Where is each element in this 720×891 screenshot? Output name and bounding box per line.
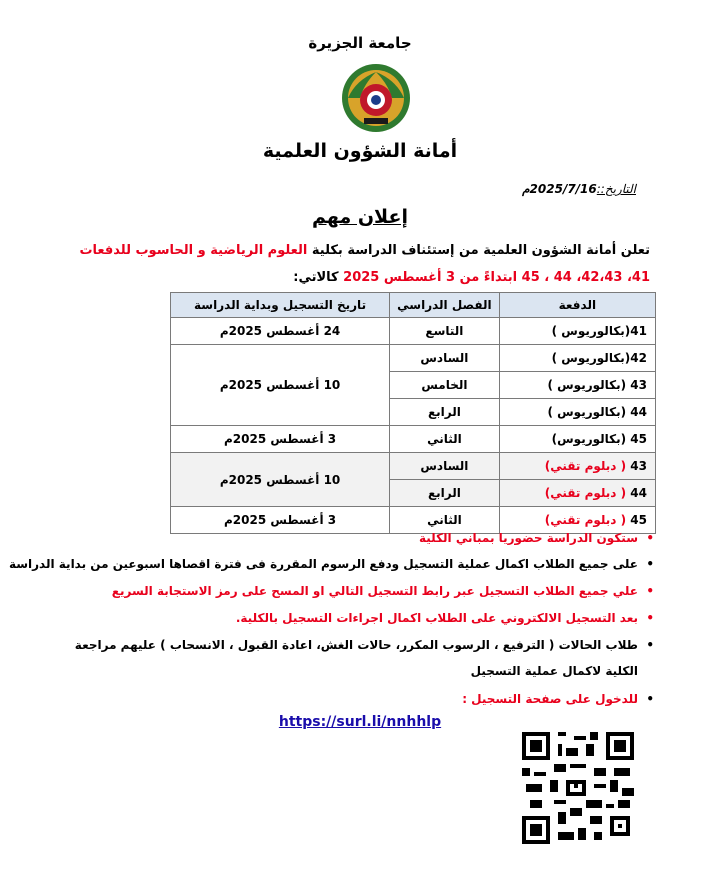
registration-link[interactable]: https://surl.li/nnhhlp (278, 714, 442, 730)
note-item (235, 611, 654, 625)
semester-cell: الرابع (390, 399, 500, 426)
batch-cell: 43 (بكالوريوس ) (499, 372, 655, 399)
date-label: التاريخ:: (596, 182, 636, 196)
announcement-batches (293, 270, 650, 285)
intro-faculty: العلوم الرياضية و الحاسوب للدفعات (79, 243, 308, 258)
date-cell: 10 أغسطس 2025م (171, 345, 390, 426)
batch-cell: 44 (بكالوريوس ) (499, 399, 655, 426)
table-row (171, 345, 656, 372)
bullet-icon: • (646, 531, 654, 545)
note-text: طلاب الحالات ( الترفيع ، الرسوب المكرر، حالات الغش، اعادة القبول ، الانسحاب ) عليهم مراجعة (74, 638, 638, 652)
note-item (462, 692, 654, 706)
note-item (111, 584, 654, 598)
bullet-icon: • (646, 692, 654, 706)
semester-cell: السادس (390, 345, 500, 372)
date-cell: 3 أغسطس 2025م (171, 426, 390, 453)
note-text: الكلية لاكمال عملية التسجيل (470, 664, 638, 678)
batch-number: 45 (630, 513, 647, 527)
university-name: جامعة الجزيرة (308, 34, 412, 52)
semester-cell: السادس (390, 453, 500, 480)
header-batch: الدفعة (499, 293, 655, 318)
table-row (171, 318, 656, 345)
batches-suffix: كالاتي: (293, 270, 339, 285)
intro-prefix: تعلن أمانة الشؤون العلمية من إستئناف الدراسة بكلية (311, 243, 650, 258)
batch-type: ( دبلوم تقني) (544, 486, 627, 500)
note-item (74, 638, 654, 652)
note-text: على جميع الطلاب اكمال عملية التسجيل ودفع الرسوم المقررة فى فترة اقصاها اسبوعين من بداية الدراسة (8, 557, 638, 571)
announcement-intro (50, 243, 650, 258)
announcement-title: إعلان مهم (312, 206, 408, 228)
date-value: 2025/7/16م (522, 182, 597, 196)
table-row (171, 426, 656, 453)
qr-code-icon[interactable] (522, 732, 634, 844)
semester-cell: الثاني (390, 426, 500, 453)
semester-cell: الخامس (390, 372, 500, 399)
note-text: بعد التسجيل الالكتروني على الطلاب اكمال اجراءات التسجيل بالكلية. (235, 611, 638, 625)
date-cell: 24 أغسطس 2025م (171, 318, 390, 345)
bullet-icon: • (646, 584, 654, 598)
bullet-icon: • (646, 611, 654, 625)
batch-cell: 42(بكالوريوس ) (499, 345, 655, 372)
batch-cell (499, 453, 655, 480)
batch-cell: 41(بكالوريوس ) (499, 318, 655, 345)
note-text: ستكون الدراسة حضوريا بمباني الكلية (419, 531, 638, 545)
department-title: أمانة الشؤون العلمية (262, 140, 458, 162)
batch-type: ( دبلوم تقني) (544, 513, 627, 527)
note-text: علي جميع الطلاب التسجيل عبر رابط التسجيل التالي او المسح على رمز الاستجابة السريع (111, 584, 638, 598)
bullet-icon: • (646, 638, 654, 652)
note-item (419, 531, 654, 545)
table-row (171, 453, 656, 480)
note-text: للدخول على صفحة التسجيل : (462, 692, 638, 706)
note-item (8, 557, 654, 571)
batch-number: 43 (630, 459, 647, 473)
bullet-icon: • (646, 557, 654, 571)
date-cell: 3 أغسطس 2025م (171, 507, 390, 534)
batches-red: 41، 42،43، 44 ، 45 ابتداءً من 3 أغسطس 2025 (343, 270, 650, 285)
header-semester: الفصل الدراسي (390, 293, 500, 318)
batch-cell (499, 480, 655, 507)
date-line (522, 182, 636, 196)
batch-cell (499, 507, 655, 534)
university-seal-icon (340, 62, 412, 134)
header-date: تاريخ التسجيل وبداية الدراسة (171, 293, 390, 318)
batch-number: 44 (630, 486, 647, 500)
batch-cell: 45 (بكالوريوس) (499, 426, 655, 453)
batch-type: ( دبلوم تقني) (544, 459, 627, 473)
table-row (171, 507, 656, 534)
schedule-table (170, 292, 656, 534)
semester-cell: الرابع (390, 480, 500, 507)
semester-cell: التاسع (390, 318, 500, 345)
table-header-row (171, 293, 656, 318)
note-continuation (471, 664, 638, 678)
semester-cell: الثاني (390, 507, 500, 534)
date-cell: 10 أغسطس 2025م (171, 453, 390, 507)
